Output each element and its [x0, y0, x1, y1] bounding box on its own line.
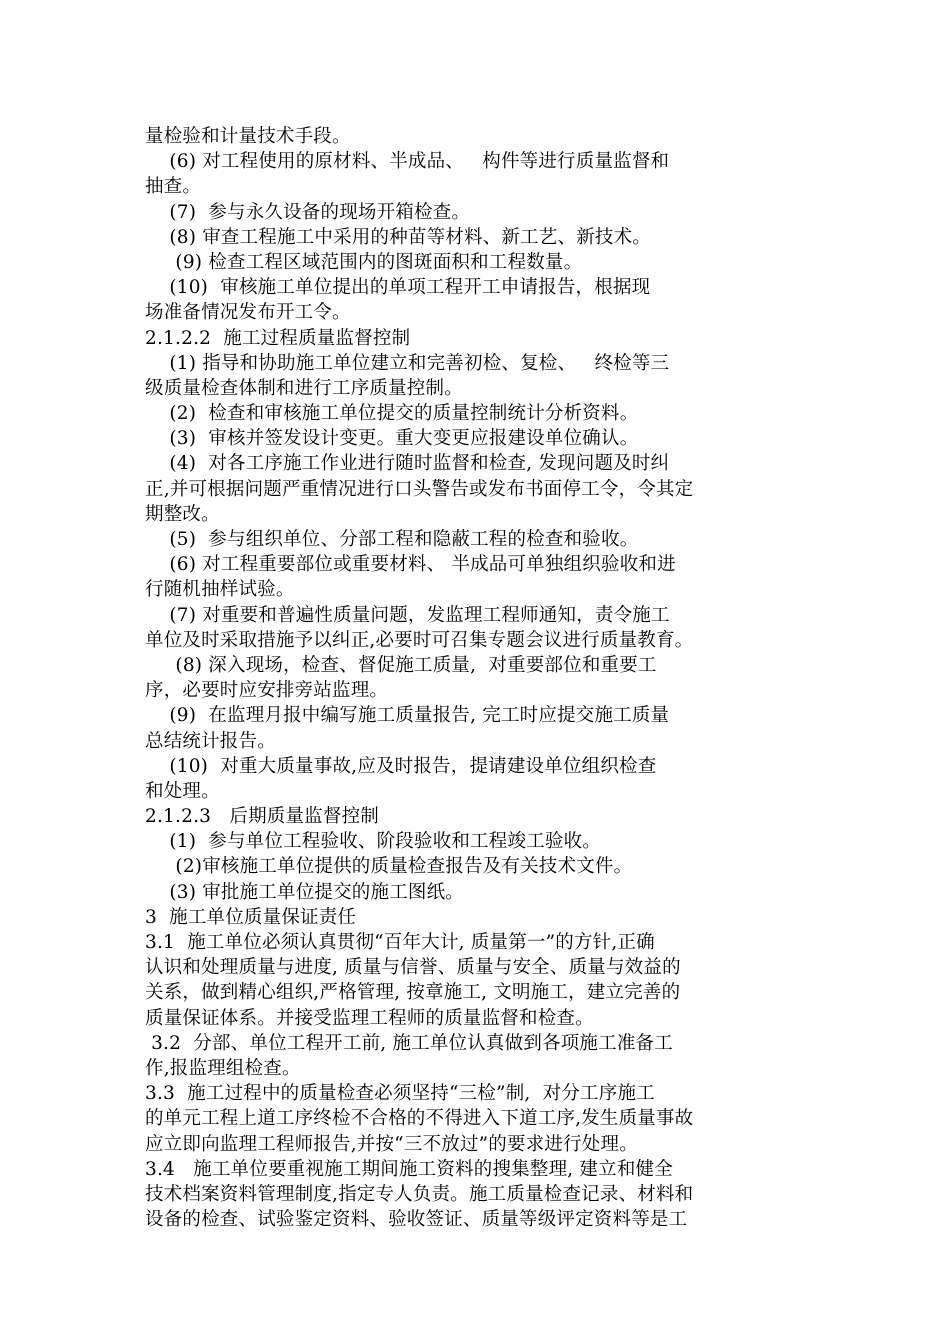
text-line: 期整改。	[145, 503, 220, 525]
text-line: (3) 审批施工单位提交的施工图纸。	[145, 881, 465, 903]
document-body	[145, 124, 810, 1232]
text-line: (9) 在监理月报中编写施工质量报告, 完工时应提交施工质量	[145, 705, 670, 727]
text-line: (7) 对重要和普遍性质量问题，发监理工程师通知，责令施工	[145, 604, 670, 626]
text-line: 2.1.2.2 施工过程质量监督控制	[145, 327, 411, 349]
text-line: (1) 参与单位工程验收、阶段验收和工程竣工验收。	[145, 831, 601, 853]
text-line: 抽查。	[145, 176, 202, 198]
text-line: 应立即向监理工程师报告,并按“三不放过”的要求进行处理。	[145, 1133, 638, 1155]
text-line: 正,并可根据问题严重情况进行口头警告或发布书面停工令，令其定	[145, 478, 694, 500]
text-line: 3.2 分部、单位工程开工前, 施工单位认真做到各项施工准备工	[145, 1032, 673, 1054]
text-line: 量检验和计量技术手段。	[145, 126, 351, 147]
text-line: 行随机抽样试验。	[145, 579, 295, 601]
text-line: 级质量检查体制和进行工序质量控制。	[145, 377, 463, 399]
text-line: 3.4 施工单位要重视施工期间施工资料的搜集整理, 建立和健全	[145, 1158, 673, 1180]
text-line: (9) 检查工程区域范围内的图斑面积和工程数量。	[145, 251, 583, 273]
text-line: 3.3 施工过程中的质量检查必须坚持“三检”制, 对分工序施工	[145, 1083, 655, 1105]
text-line: 的单元工程上道工序终检不合格的不得进入下道工序,发生质量事故	[145, 1108, 694, 1130]
text-line: (4) 对各工序施工作业进行随时监督和检查, 发现问题及时纠	[145, 453, 670, 475]
text-line: 3 施工单位质量保证责任	[145, 906, 357, 928]
text-line: 作,报监理组检查。	[145, 1057, 301, 1079]
text-line: (8) 审查工程施工中采用的种苗等材料、新工艺、新技术。	[145, 226, 652, 248]
text-line: (10) 对重大质量事故,应及时报告，提请建设单位组织检查	[145, 755, 657, 777]
text-line: (1) 指导和协助施工单位建立和完善初检、复检、 终检等三	[145, 352, 670, 374]
text-line: (3) 审核并签发设计变更。重大变更应报建设单位确认。	[145, 428, 639, 450]
text-line: 场准备情况发布开工令。	[145, 302, 351, 324]
text-line: (7) 参与永久设备的现场开箱检查。	[145, 201, 471, 223]
text-line: (2) 检查和审核施工单位提交的质量控制统计分析资料。	[145, 403, 639, 425]
text-line: (6) 对工程重要部位或重要材料、 半成品可单独组织验收和进	[145, 554, 676, 576]
text-line: 序，必要时应安排旁站监理。	[145, 680, 389, 702]
text-line: 质量保证体系。并接受监理工程师的质量监督和检查。	[145, 1007, 594, 1029]
text-line: 2.1.2.3 后期质量监督控制	[145, 806, 379, 828]
text-line: 3.1 施工单位必须认真贯彻“百年大计, 质量第一”的方针,正确	[145, 932, 655, 953]
text-line: 和处理。	[145, 780, 220, 802]
text-line: (10) 审核施工单位提出的单项工程开工申请报告，根据现	[145, 277, 651, 299]
text-line: 总结统计报告。	[145, 730, 276, 752]
text-line: 设备的检查、试验鉴定资料、验收签证、质量等级评定资料等是工	[145, 1209, 688, 1231]
text-line: 单位及时采取措施予以纠正,必要时可召集专题会议进行质量教育。	[145, 629, 694, 651]
text-line: (8) 深入现场，检查、督促施工质量, 对重要部位和重要工	[145, 654, 657, 676]
text-line: (6) 对工程使用的原材料、半成品、 构件等进行质量监督和	[145, 151, 670, 173]
text-line: 技术档案资料管理制度,指定专人负责。施工质量检查记录、材料和	[145, 1183, 694, 1205]
text-line: 认识和处理质量与进度, 质量与信誉、质量与安全、质量与效益的	[145, 957, 681, 979]
text-line: (2)审核施工单位提供的质量检查报告及有关技术文件。	[145, 856, 633, 878]
text-line: 关系，做到精心组织,严格管理, 按章施工, 文明施工，建立完善的	[145, 982, 681, 1004]
text-line: (5) 参与组织单位、分部工程和隐蔽工程的检查和验收。	[145, 529, 639, 550]
